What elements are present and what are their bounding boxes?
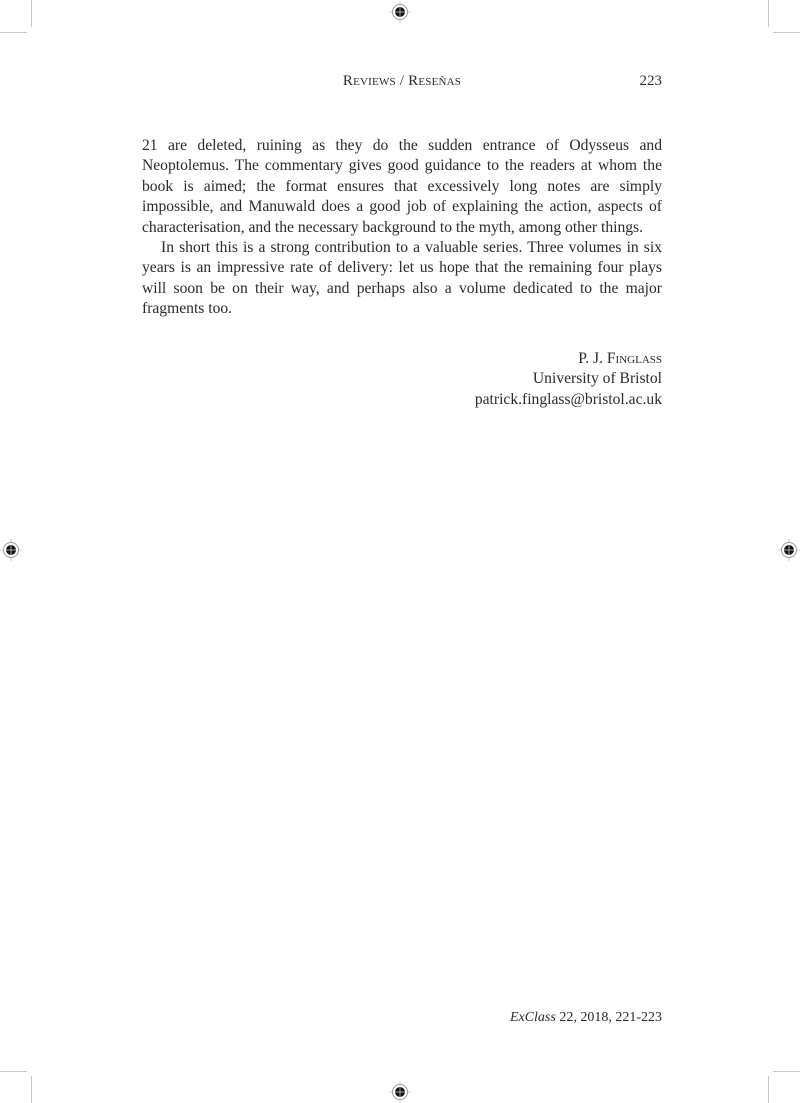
- page-number: 223: [639, 73, 662, 89]
- paragraph: 21 are deleted, ruining as they do the sudden entrance of Odysseus and Neoptolemus. The commentary gives good guidance to the readers at whom the book is aimed; the format ensures that excessively long notes are simply impossible, and Manuwald does a good job of explaining the action, aspects of characterisation, and the necessary background to the myth, among other things.: [142, 137, 662, 236]
- reviewer-signature: [362, 349, 662, 410]
- reviewer-affiliation: University of Bristol: [532, 370, 662, 388]
- registration-mark-icon: [389, 1, 411, 23]
- crop-mark-top-right-vertical: [768, 0, 769, 27]
- crop-mark-bottom-left-vertical: [31, 1076, 32, 1103]
- registration-mark-icon: [389, 1081, 411, 1103]
- journal-citation: 22, 2018, 221-223: [555, 1010, 662, 1025]
- review-body: [142, 136, 662, 320]
- crop-mark-top-left-horizontal: [0, 32, 27, 33]
- registration-mark-icon: [778, 539, 800, 561]
- crop-mark-bottom-right-vertical: [768, 1076, 769, 1103]
- crop-mark-top-right-horizontal: [773, 32, 800, 33]
- journal-title: ExClass: [509, 1010, 556, 1025]
- reviewer-name: P. J. Finglass: [578, 350, 662, 367]
- crop-mark-top-left-vertical: [31, 0, 32, 27]
- crop-mark-bottom-right-horizontal: [773, 1071, 800, 1072]
- running-head: Reviews / Reseñas: [342, 73, 462, 89]
- reviewer-email: patrick.finglass@bristol.ac.uk: [474, 390, 662, 408]
- crop-mark-bottom-left-horizontal: [0, 1071, 27, 1072]
- page-header: [142, 73, 662, 95]
- paragraph: In short this is a strong contribution to a valuable series. Three volumes in six years is an impressive rate of delivery: let us hope that the remaining four plays will soon be on their way, and perhaps also a volume dedicated to the major fragments too.: [142, 239, 662, 318]
- registration-mark-icon: [0, 539, 22, 561]
- page-footer: [362, 1010, 662, 1026]
